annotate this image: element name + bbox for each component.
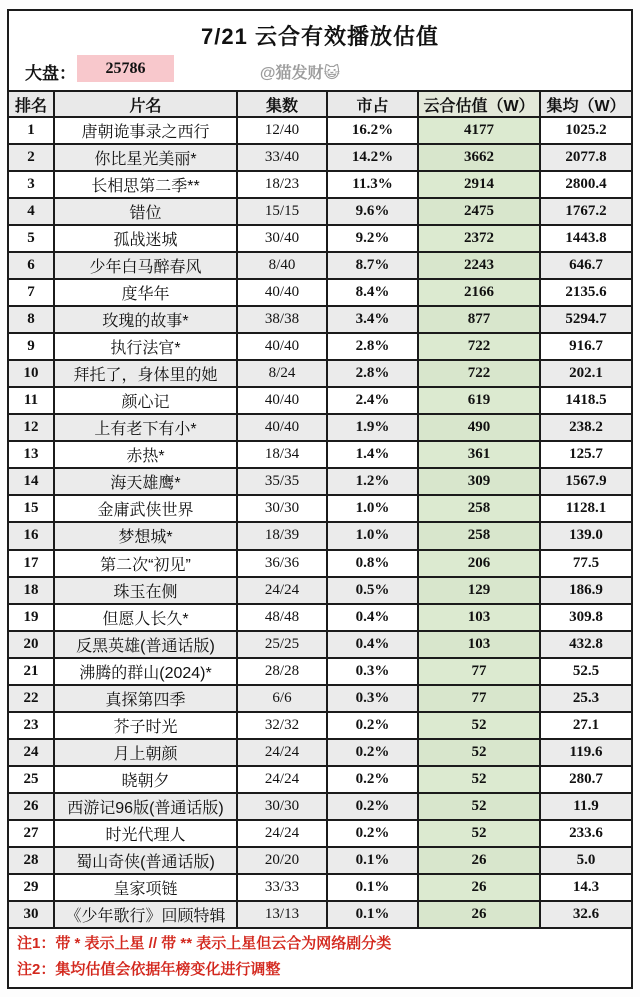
episodes-cell: 18/39 (237, 522, 327, 549)
share-cell: 0.2% (327, 820, 418, 847)
avg-cell: 916.7 (540, 333, 631, 360)
value-cell: 258 (418, 495, 540, 522)
table-row (9, 685, 631, 712)
avg-cell: 125.7 (540, 441, 631, 468)
value-cell: 3662 (418, 144, 540, 171)
episodes-cell: 33/33 (237, 874, 327, 901)
header-title: 片名 (54, 92, 237, 117)
value-cell: 722 (418, 333, 540, 360)
episodes-cell: 24/24 (237, 766, 327, 793)
share-cell: 0.3% (327, 685, 418, 712)
avg-cell: 280.7 (540, 766, 631, 793)
table-body (9, 117, 631, 927)
table-row (9, 495, 631, 522)
avg-cell: 1418.5 (540, 387, 631, 414)
table-row (9, 117, 631, 144)
table-row (9, 631, 631, 658)
rank-cell: 6 (9, 252, 54, 279)
rank-cell: 14 (9, 468, 54, 495)
value-cell: 877 (418, 306, 540, 333)
footnote-1-label: 注1： (17, 935, 56, 952)
avg-cell: 2135.6 (540, 279, 631, 306)
value-cell: 52 (418, 820, 540, 847)
episodes-cell: 32/32 (237, 712, 327, 739)
share-cell: 0.2% (327, 712, 418, 739)
value-cell: 2914 (418, 171, 540, 198)
rank-cell: 23 (9, 712, 54, 739)
title-cell: 唐朝诡事录之西行 (54, 117, 237, 144)
avg-cell: 1767.2 (540, 198, 631, 225)
title-cell: 皇家项链 (54, 874, 237, 901)
value-cell: 2372 (418, 225, 540, 252)
avg-cell: 238.2 (540, 414, 631, 441)
share-cell: 0.2% (327, 739, 418, 766)
avg-cell: 233.6 (540, 820, 631, 847)
avg-cell: 1567.9 (540, 468, 631, 495)
page-title: 7/21 云合有效播放估值 (201, 24, 439, 49)
title-cell: 你比星光美丽* (54, 144, 237, 171)
rank-cell: 20 (9, 631, 54, 658)
table-row (9, 225, 631, 252)
episodes-cell: 33/40 (237, 144, 327, 171)
avg-cell: 139.0 (540, 522, 631, 549)
avg-cell: 1443.8 (540, 225, 631, 252)
footnote-1 (17, 931, 631, 957)
rank-cell: 12 (9, 414, 54, 441)
title-cell: 上有老下有小* (54, 414, 237, 441)
table-row (9, 144, 631, 171)
value-cell: 722 (418, 360, 540, 387)
rank-cell: 29 (9, 874, 54, 901)
share-cell: 0.1% (327, 847, 418, 874)
episodes-cell: 30/40 (237, 225, 327, 252)
rank-cell: 7 (9, 279, 54, 306)
avg-cell: 32.6 (540, 901, 631, 927)
header-rank: 排名 (9, 92, 54, 117)
title-cell: 执行法官* (54, 333, 237, 360)
value-cell: 2166 (418, 279, 540, 306)
avg-cell: 646.7 (540, 252, 631, 279)
value-cell: 206 (418, 550, 540, 577)
rank-cell: 30 (9, 901, 54, 927)
rank-cell: 24 (9, 739, 54, 766)
episodes-cell: 18/34 (237, 441, 327, 468)
share-cell: 2.8% (327, 333, 418, 360)
title-cell: 孤战迷城 (54, 225, 237, 252)
ratings-table-wrap (9, 90, 631, 927)
rank-cell: 21 (9, 658, 54, 685)
rank-cell: 22 (9, 685, 54, 712)
avg-cell: 5294.7 (540, 306, 631, 333)
table-row (9, 198, 631, 225)
rank-cell: 15 (9, 495, 54, 522)
episodes-cell: 28/28 (237, 658, 327, 685)
header-share: 市占 (327, 92, 418, 117)
value-cell: 258 (418, 522, 540, 549)
share-cell: 16.2% (327, 117, 418, 144)
rank-cell: 9 (9, 333, 54, 360)
title-cell: 第二次“初见” (54, 550, 237, 577)
table-row (9, 360, 631, 387)
share-cell: 0.1% (327, 901, 418, 927)
title-cell: 晓朝夕 (54, 766, 237, 793)
episodes-cell: 40/40 (237, 414, 327, 441)
table-row (9, 712, 631, 739)
table-row (9, 793, 631, 820)
value-cell: 490 (418, 414, 540, 441)
rank-cell: 13 (9, 441, 54, 468)
avg-cell: 2077.8 (540, 144, 631, 171)
value-cell: 26 (418, 874, 540, 901)
content-frame (7, 9, 633, 989)
value-cell: 361 (418, 441, 540, 468)
table-row (9, 387, 631, 414)
rank-cell: 16 (9, 522, 54, 549)
share-cell: 1.0% (327, 495, 418, 522)
title-cell: 赤热* (54, 441, 237, 468)
title-cell: 金庸武侠世界 (54, 495, 237, 522)
episodes-cell: 30/30 (237, 793, 327, 820)
title-cell: 长相思第二季** (54, 171, 237, 198)
avg-cell: 119.6 (540, 739, 631, 766)
table-row (9, 414, 631, 441)
rank-cell: 25 (9, 766, 54, 793)
title-cell: 《少年歌行》回顾特辑 (54, 901, 237, 927)
avg-cell: 1025.2 (540, 117, 631, 144)
value-cell: 2243 (418, 252, 540, 279)
table-header (9, 92, 631, 117)
title-cell: 真探第四季 (54, 685, 237, 712)
table-row (9, 658, 631, 685)
table-row (9, 279, 631, 306)
share-cell: 0.2% (327, 793, 418, 820)
value-cell: 77 (418, 658, 540, 685)
rank-cell: 19 (9, 604, 54, 631)
table-row (9, 820, 631, 847)
table-row (9, 441, 631, 468)
episodes-cell: 25/25 (237, 631, 327, 658)
share-cell: 1.0% (327, 522, 418, 549)
title-cell: 错位 (54, 198, 237, 225)
value-cell: 2475 (418, 198, 540, 225)
value-cell: 52 (418, 739, 540, 766)
market-total-label: 大盘： (25, 64, 76, 83)
share-cell: 11.3% (327, 171, 418, 198)
footnote-2-text: 集均估值会依据年榜变化进行调整 (55, 961, 281, 978)
episodes-cell: 15/15 (237, 198, 327, 225)
table-row (9, 252, 631, 279)
title-cell: 时光代理人 (54, 820, 237, 847)
header-episodes: 集数 (237, 92, 327, 117)
share-cell: 9.2% (327, 225, 418, 252)
share-cell: 8.7% (327, 252, 418, 279)
share-cell: 8.4% (327, 279, 418, 306)
value-cell: 309 (418, 468, 540, 495)
avg-cell: 27.1 (540, 712, 631, 739)
value-cell: 26 (418, 847, 540, 874)
table-row (9, 306, 631, 333)
episodes-cell: 13/13 (237, 901, 327, 927)
avg-cell: 77.5 (540, 550, 631, 577)
episodes-cell: 48/48 (237, 604, 327, 631)
rank-cell: 28 (9, 847, 54, 874)
avg-cell: 14.3 (540, 874, 631, 901)
share-cell: 0.4% (327, 604, 418, 631)
episodes-cell: 20/20 (237, 847, 327, 874)
rank-cell: 18 (9, 577, 54, 604)
title-cell: 拜托了，身体里的她 (54, 360, 237, 387)
rank-cell: 4 (9, 198, 54, 225)
table-row (9, 171, 631, 198)
share-cell: 3.4% (327, 306, 418, 333)
rank-cell: 1 (9, 117, 54, 144)
title-cell: 西游记96版(普通话版) (54, 793, 237, 820)
title-cell: 梦想城* (54, 522, 237, 549)
episodes-cell: 40/40 (237, 279, 327, 306)
title-cell: 反黑英雄(普通话版) (54, 631, 237, 658)
share-cell: 1.9% (327, 414, 418, 441)
title-cell: 度华年 (54, 279, 237, 306)
rank-cell: 26 (9, 793, 54, 820)
table-row (9, 901, 631, 927)
rank-cell: 5 (9, 225, 54, 252)
share-cell: 0.2% (327, 766, 418, 793)
value-cell: 619 (418, 387, 540, 414)
value-cell: 103 (418, 631, 540, 658)
table-row (9, 604, 631, 631)
episodes-cell: 40/40 (237, 387, 327, 414)
title-cell: 少年白马醉春风 (54, 252, 237, 279)
rank-cell: 27 (9, 820, 54, 847)
title-cell: 颜心记 (54, 387, 237, 414)
episodes-cell: 24/24 (237, 739, 327, 766)
value-cell: 52 (418, 793, 540, 820)
table-row (9, 847, 631, 874)
title-cell: 玫瑰的故事* (54, 306, 237, 333)
rank-cell: 2 (9, 144, 54, 171)
episodes-cell: 24/24 (237, 577, 327, 604)
episodes-cell: 38/38 (237, 306, 327, 333)
avg-cell: 2800.4 (540, 171, 631, 198)
avg-cell: 11.9 (540, 793, 631, 820)
header-value: 云合估值（W） (418, 92, 540, 117)
share-cell: 2.4% (327, 387, 418, 414)
share-cell: 9.6% (327, 198, 418, 225)
table-row (9, 522, 631, 549)
episodes-cell: 8/40 (237, 252, 327, 279)
value-cell: 52 (418, 712, 540, 739)
episodes-cell: 35/35 (237, 468, 327, 495)
table-row (9, 874, 631, 901)
ratings-table (9, 92, 631, 927)
footnote-2 (17, 957, 631, 983)
share-cell: 0.4% (327, 631, 418, 658)
footnote-1-text: 带 * 表示上星 // 带 ** 表示上星但云合为网络剧分类 (55, 935, 392, 952)
title-cell: 沸腾的群山(2024)* (54, 658, 237, 685)
author-watermark: @猫发财😺 (259, 65, 341, 82)
episodes-cell: 30/30 (237, 495, 327, 522)
episodes-cell: 12/40 (237, 117, 327, 144)
table-row (9, 550, 631, 577)
title-cell: 珠玉在侧 (54, 577, 237, 604)
value-cell: 77 (418, 685, 540, 712)
footnotes (9, 927, 631, 987)
title-cell: 芥子时光 (54, 712, 237, 739)
value-cell: 26 (418, 901, 540, 927)
table-row (9, 739, 631, 766)
header-row (9, 92, 631, 117)
table-row (9, 577, 631, 604)
value-cell: 129 (418, 577, 540, 604)
avg-cell: 52.5 (540, 658, 631, 685)
rank-cell: 10 (9, 360, 54, 387)
share-cell: 0.8% (327, 550, 418, 577)
share-cell: 0.1% (327, 874, 418, 901)
share-cell: 0.5% (327, 577, 418, 604)
avg-cell: 432.8 (540, 631, 631, 658)
share-cell: 2.8% (327, 360, 418, 387)
value-cell: 52 (418, 766, 540, 793)
value-cell: 4177 (418, 117, 540, 144)
share-cell: 14.2% (327, 144, 418, 171)
avg-cell: 25.3 (540, 685, 631, 712)
header-avg: 集均（W） (540, 92, 631, 117)
value-cell: 103 (418, 604, 540, 631)
table-row (9, 333, 631, 360)
rank-cell: 8 (9, 306, 54, 333)
table-row (9, 766, 631, 793)
rank-cell: 3 (9, 171, 54, 198)
table-row (9, 468, 631, 495)
market-total-value: 25786 (77, 55, 174, 82)
avg-cell: 309.8 (540, 604, 631, 631)
share-cell: 1.2% (327, 468, 418, 495)
episodes-cell: 6/6 (237, 685, 327, 712)
rank-cell: 11 (9, 387, 54, 414)
avg-cell: 202.1 (540, 360, 631, 387)
episodes-cell: 8/24 (237, 360, 327, 387)
title-cell: 但愿人长久* (54, 604, 237, 631)
episodes-cell: 18/23 (237, 171, 327, 198)
episodes-cell: 40/40 (237, 333, 327, 360)
episodes-cell: 24/24 (237, 820, 327, 847)
avg-cell: 5.0 (540, 847, 631, 874)
rank-cell: 17 (9, 550, 54, 577)
avg-cell: 1128.1 (540, 495, 631, 522)
episodes-cell: 36/36 (237, 550, 327, 577)
market-summary-row (9, 53, 631, 90)
avg-cell: 186.9 (540, 577, 631, 604)
share-cell: 0.3% (327, 658, 418, 685)
title-cell: 海天雄鹰* (54, 468, 237, 495)
title-cell: 蜀山奇侠(普通话版) (54, 847, 237, 874)
share-cell: 1.4% (327, 441, 418, 468)
footnote-2-label: 注2： (17, 961, 56, 978)
title-cell: 月上朝颜 (54, 739, 237, 766)
